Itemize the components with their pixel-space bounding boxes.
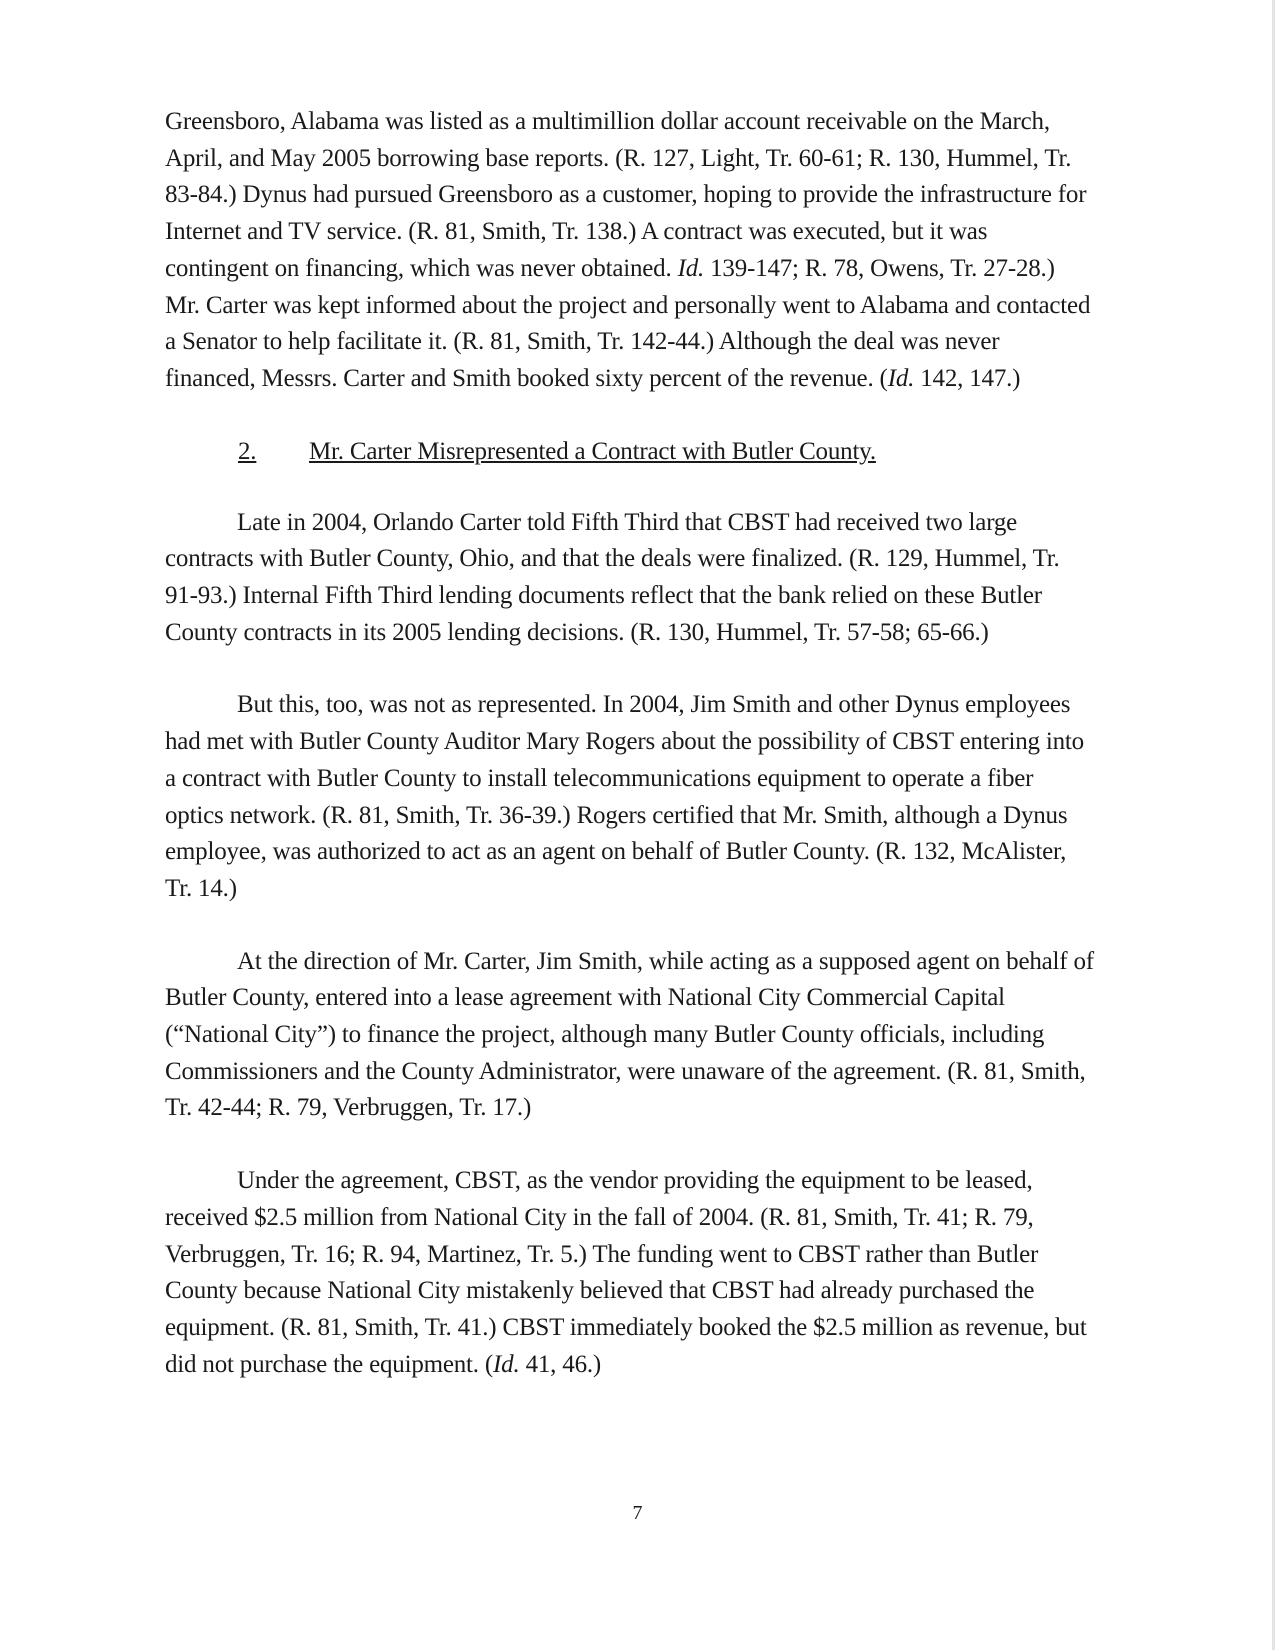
section-title: Mr. Carter Misrepresented a Contract with Butler County. xyxy=(309,437,876,465)
paragraph-text: At the direction of Mr. Carter, Jim Smith, while acting as a supposed agent on behalf of Butler County, entered into a lease agreement with National City Commercial Capital (“National City”) to finance the project, although many Butler County officials, including Commissioners and the County Administrator, were unaware of the agreement. (R. 81, Smith, Tr. 42-44; R. 79, Verbruggen, Tr. 17.) xyxy=(165,947,1094,1122)
paragraph-not-as-represented xyxy=(165,687,1095,907)
paragraph-text: Greensboro, Alabama was listed as a multimillion dollar account receivable on the March, April, and May 2005 borrowing base reports. (R. 127, Light, Tr. 60-61; R. 130, Hummel, Tr. 83-84.) Dynus had pursued Greensboro as a customer, hoping to provide the infrastructure for Internet and TV service. (R. 81, Smith, Tr. 138.) A contract was executed, but it was contingent on financing, which was never obtained. xyxy=(165,108,1087,282)
citation-id: Id. xyxy=(493,1350,520,1378)
paragraph-lease-agreement xyxy=(165,944,1095,1128)
paragraph-text: Under the agreement, CBST, as the vendor providing the equipment to be leased, received $2.5 million from National City in the fall of 2004. (R. 81, Smith, Tr. 41; R. 79, Verbruggen, Tr. 16; R. 94, Martinez, Tr. 5.) The funding went to CBST rather than Butler County because National City mistakenly believed that CBST had already purchased the equipment. (R. 81, Smith, Tr. 41.) CBST immediately booked the $2.5 million as revenue, but did not purchase the equipment. ( xyxy=(165,1167,1087,1378)
paragraph-under-agreement xyxy=(165,1163,1095,1383)
paragraph-text: 142, 147.) xyxy=(914,364,1021,392)
section-number: 2. xyxy=(238,437,257,465)
paragraph-text: But this, too, was not as represented. In 2004, Jim Smith and other Dynus employees had met with Butler County Auditor Mary Rogers about the possibility of CBST entering into a contract with Butler County to install telecommunications equipment to operate a fiber optics network. (R. 81, Smith, Tr. 36-39.) Rogers certified that Mr. Smith, although a Dynus employee, was authorized to act as an agent on behalf of Butler County. (R. 132, McAlister, Tr. 14.) xyxy=(165,691,1084,902)
page-number: 7 xyxy=(632,1502,643,1524)
paragraph-text: 41, 46.) xyxy=(519,1350,602,1378)
paragraph-fifth-third xyxy=(165,505,1095,652)
paragraph-text: 139-147; R. 78, Owens, Tr. 27-28.) Mr. Carter was kept informed about the project and personally went to Alabama and contacted a Senator to help facilitate it. (R. 81, Smith, Tr. 142-44.) Although the deal was never financed, Messrs. Carter and Smith booked sixty percent of the revenue. ( xyxy=(165,254,1091,392)
citation-id: Id. xyxy=(677,254,705,282)
paragraph-text: Late in 2004, Orlando Carter told Fifth Third that CBST had received two large contracts with Butler County, Ohio, and that the deals were finalized. (R. 129, Hummel, Tr. 91-93.) Internal Fifth Third lending documents reflect that the bank relied on these Butler County contracts in its 2005 lending decisions. (R. 130, Hummel, Tr. 57-58; 65-66.) xyxy=(165,508,1060,646)
citation-id: Id. xyxy=(887,364,915,392)
document-body xyxy=(165,104,1095,1419)
paragraph-greensboro xyxy=(165,104,1095,398)
section-heading xyxy=(238,434,1095,471)
